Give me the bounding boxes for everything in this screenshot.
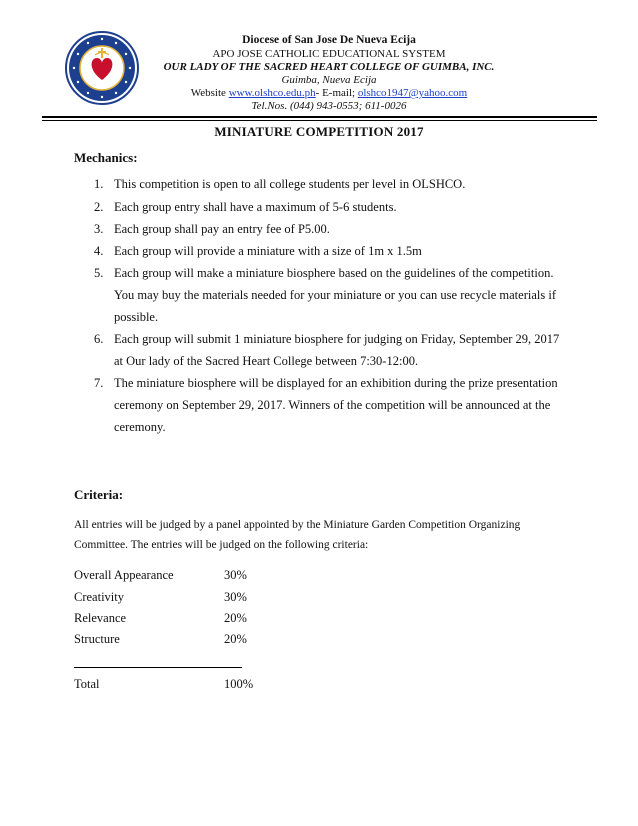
- list-item-line: Each group entry shall have a maximum of 5-6 students.: [114, 200, 397, 214]
- list-item-line: Each group shall pay an entry fee of P5.00.: [114, 222, 330, 236]
- total-value: 100%: [224, 677, 254, 691]
- list-item-line: This competition is open to all college students per level in OLSHCO.: [114, 177, 466, 191]
- mechanics-heading: Mechanics:: [74, 150, 138, 165]
- list-item-line: ceremony.: [114, 420, 166, 434]
- criteria-name: Structure: [74, 632, 120, 646]
- website-link[interactable]: www.olshco.edu.ph: [228, 87, 316, 99]
- header-divider: [42, 116, 597, 118]
- email-link[interactable]: olshco1947@yahoo.com: [357, 87, 468, 99]
- list-item-line: ceremony on September 29, 2017. Winners of the competition will be announced at the: [114, 398, 551, 412]
- list-item-number: 1.: [94, 177, 104, 191]
- contact-line: [150, 87, 508, 99]
- criteria-weight: 30%: [224, 568, 247, 582]
- criteria-name: Creativity: [74, 590, 124, 604]
- criteria-weight: 30%: [224, 590, 247, 604]
- list-item-line: at Our lady of the Sacred Heart College between 7:30-12:00.: [114, 354, 419, 368]
- diocese-name: Diocese of San Jose De Nueva Ecija: [242, 34, 416, 46]
- total-label: Total: [74, 677, 100, 691]
- list-item-line: Each group will submit 1 miniature biosphere for judging on Friday, September 29, 2017: [114, 332, 560, 346]
- educational-system: APO JOSE CATHOLIC EDUCATIONAL SYSTEM: [212, 48, 446, 60]
- list-item-line: The miniature biosphere will be displayed for an exhibition during the prize presentation: [114, 376, 558, 390]
- total-divider: [74, 667, 242, 668]
- email-label: - E-mail;: [315, 87, 356, 99]
- criteria-intro-line: All entries will be judged by a panel appointed by the Miniature Garden Competition Organizing: [74, 519, 521, 531]
- list-item-number: 3.: [94, 222, 104, 236]
- criteria-name: Overall Appearance: [74, 568, 174, 582]
- telephone-numbers: Tel.Nos. (044) 943-0553; 611-0026: [251, 100, 407, 112]
- document-title: MINIATURE COMPETITION 2017: [214, 124, 424, 139]
- criteria-weight: 20%: [224, 611, 247, 625]
- college-name: OUR LADY OF THE SACRED HEART COLLEGE OF GUIMBA, INC.: [163, 61, 495, 73]
- list-item-line: Each group will provide a miniature with a size of 1m x 1.5m: [114, 244, 422, 258]
- list-item-number: 2.: [94, 200, 104, 214]
- criteria-heading: Criteria:: [74, 487, 124, 502]
- list-item-number: 6.: [94, 332, 104, 346]
- list-item-number: 7.: [94, 376, 104, 390]
- list-item-line: possible.: [114, 310, 159, 324]
- college-location: Guimba, Nueva Ecija: [281, 74, 377, 86]
- criteria-weight: 20%: [224, 632, 247, 646]
- website-label: Website: [190, 87, 226, 99]
- list-item-line: You may buy the materials needed for your miniature or you can use recycle materials if: [114, 288, 556, 302]
- school-seal-icon: [64, 30, 140, 106]
- header-divider-thin: [42, 120, 597, 121]
- list-item-number: 4.: [94, 244, 104, 258]
- list-item-number: 5.: [94, 266, 104, 280]
- criteria-name: Relevance: [74, 611, 127, 625]
- criteria-intro-line: Committee. The entries will be judged on the following criteria:: [74, 539, 369, 551]
- list-item-line: Each group will make a miniature biosphere based on the guidelines of the competition.: [114, 266, 554, 280]
